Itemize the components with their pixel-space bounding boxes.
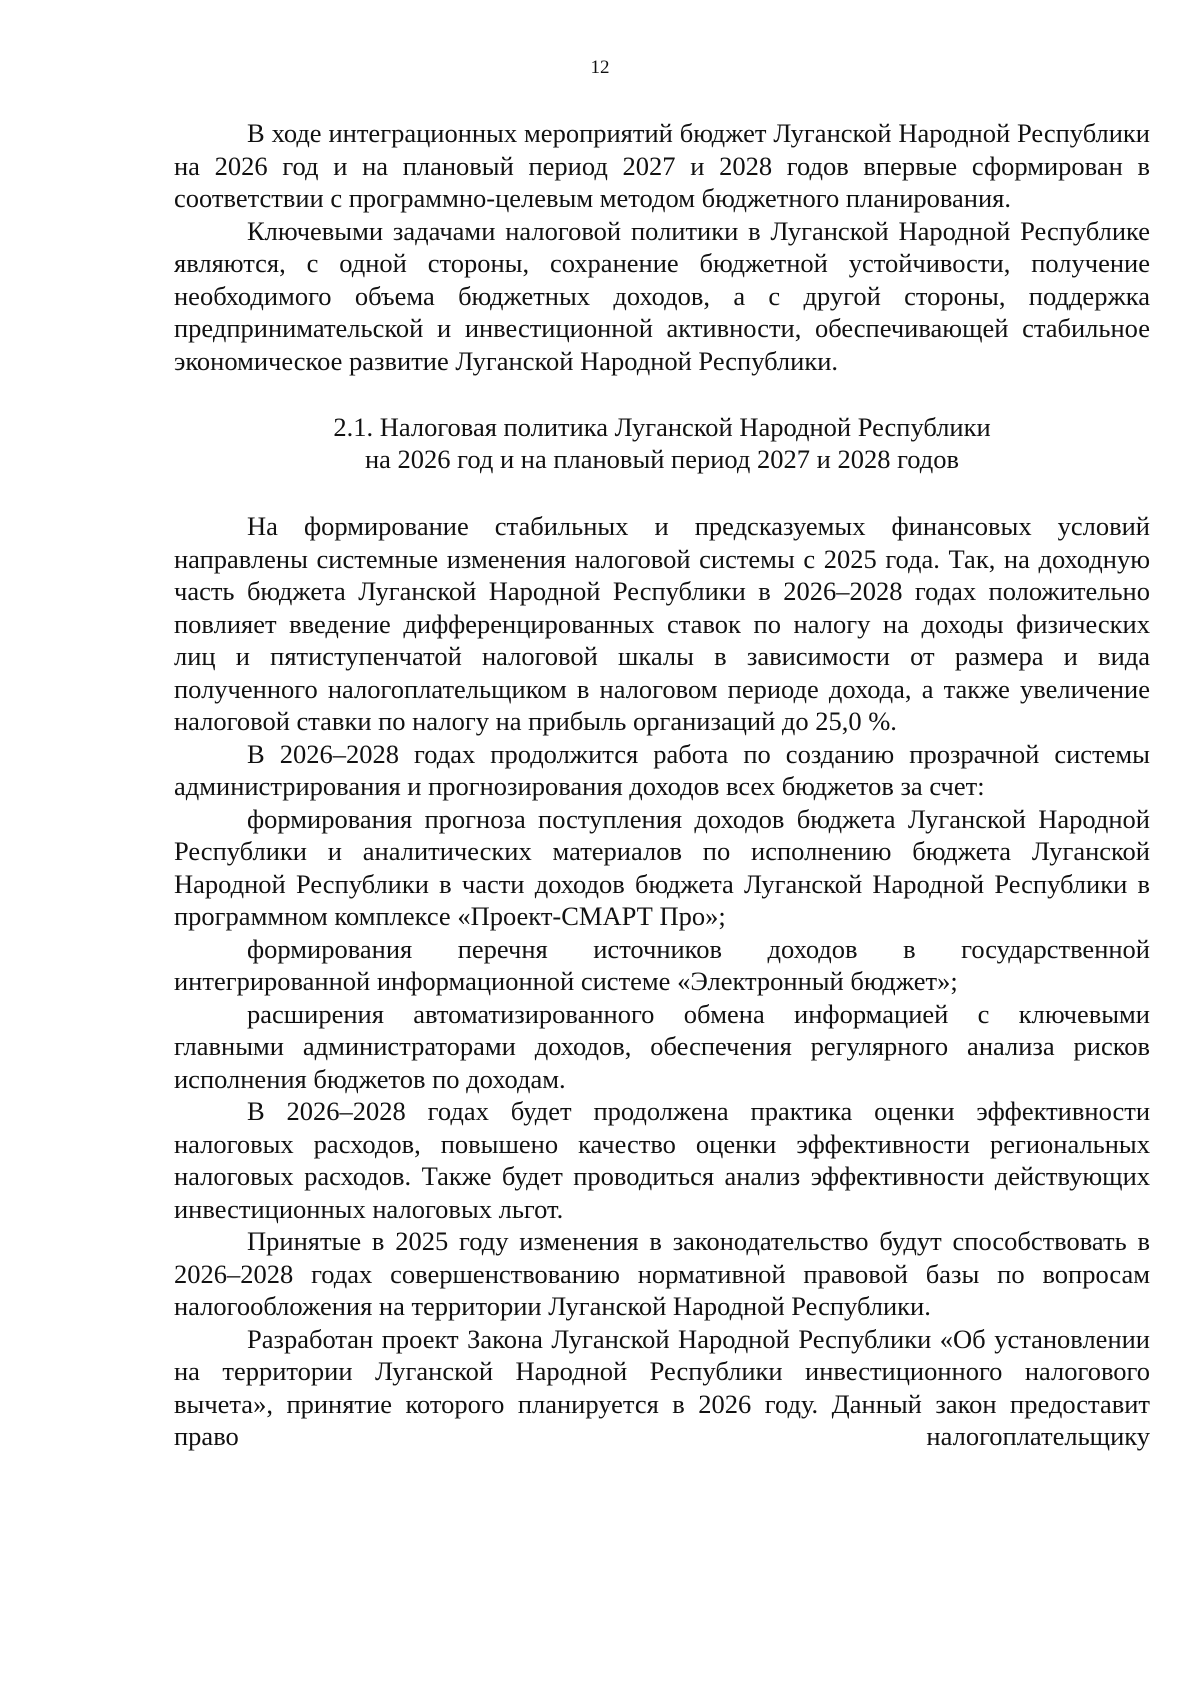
section-heading-line-1: 2.1. Налоговая политика Луганской Народной Республики — [333, 412, 991, 442]
section-heading — [174, 411, 1150, 475]
paragraph-legislation: Принятые в 2025 году изменения в законодательство будут способствовать в 2026–2028 годах совершенствованию нормативной правовой базы по вопросам налогообложения на территории Луганской Народной Республики. — [174, 1226, 1150, 1321]
list-item-income-sources: формирования перечня источников доходов в государственной интегрированной информационной системе «Электронный бюджет»; — [174, 933, 1150, 996]
paragraph-key-tasks: Ключевыми задачами налоговой политики в Луганской Народной Республике являются, с одной стороны, сохранение бюджетной устойчивости, получение необходимого объема бюджетных доходов, а с другой стороны, поддержка предпринимательской и инвестиционной активности, обеспечивающей стабильное экономическое развитие Луганской Народной Республики. — [174, 215, 1150, 376]
page-number: 12 — [590, 57, 610, 78]
list-item-data-exchange: расширения автоматизированного обмена информацией с ключевыми главными администраторами доходов, обеспечения регулярного анализа рисков исполнения бюджетов по доходам. — [174, 998, 1150, 1094]
section-heading-line-2: на 2026 год и на плановый период 2027 и 2028 годов — [364, 444, 960, 474]
paragraph-tax-changes: На формирование стабильных и предсказуемых финансовых условий направлены системные изменения налоговой системы с 2025 года. Так, на доходную часть бюджета Луганской Народной Республики в 2026–2028 годах положительно повлияет введение дифференцированных ставок по налогу на доходы физических лиц и пятиступенчатой налоговой шкалы в зависимости от размера и вида полученного налогоплательщиком в налоговом периоде дохода, а также увеличение налоговой ставки по налогу на прибыль организаций до 25,0 %. — [174, 511, 1150, 736]
paragraph-draft-law: Разработан проект Закона Луганской Народной Республики «Об установлении на территории Луганской Народной Республики инвестиционного налогового вычета», принятие которого планируется в 2026 году. Данный закон предоставит право налогоплательщику — [174, 1323, 1150, 1451]
paragraph-administration: В 2026–2028 годах продолжится работа по созданию прозрачной системы администрирования и прогнозирования доходов всех бюджетов за счет: — [174, 738, 1150, 801]
list-item-forecast: формирования прогноза поступления доходов бюджета Луганской Народной Республики и аналитических материалов по исполнению бюджета Луганской Народной Республики в части доходов бюджета Луганской Народной Республики в программном комплексе «Проект-СМАРТ Про»; — [174, 803, 1150, 931]
paragraph-tax-expenses: В 2026–2028 годах будет продолжена практика оценки эффективности налоговых расходов, повышено качество оценки эффективности региональных налоговых расходов. Также будет проводиться анализ эффективности действующих инвестиционных налоговых льгот. — [174, 1096, 1150, 1224]
paragraph-integration: В ходе интеграционных мероприятий бюджет Луганской Народной Республики на 2026 год и на плановый период 2027 и 2028 годов впервые сформирован в соответствии с программно-целевым методом бюджетного планирования. — [174, 118, 1150, 213]
document-body — [174, 117, 1150, 1453]
